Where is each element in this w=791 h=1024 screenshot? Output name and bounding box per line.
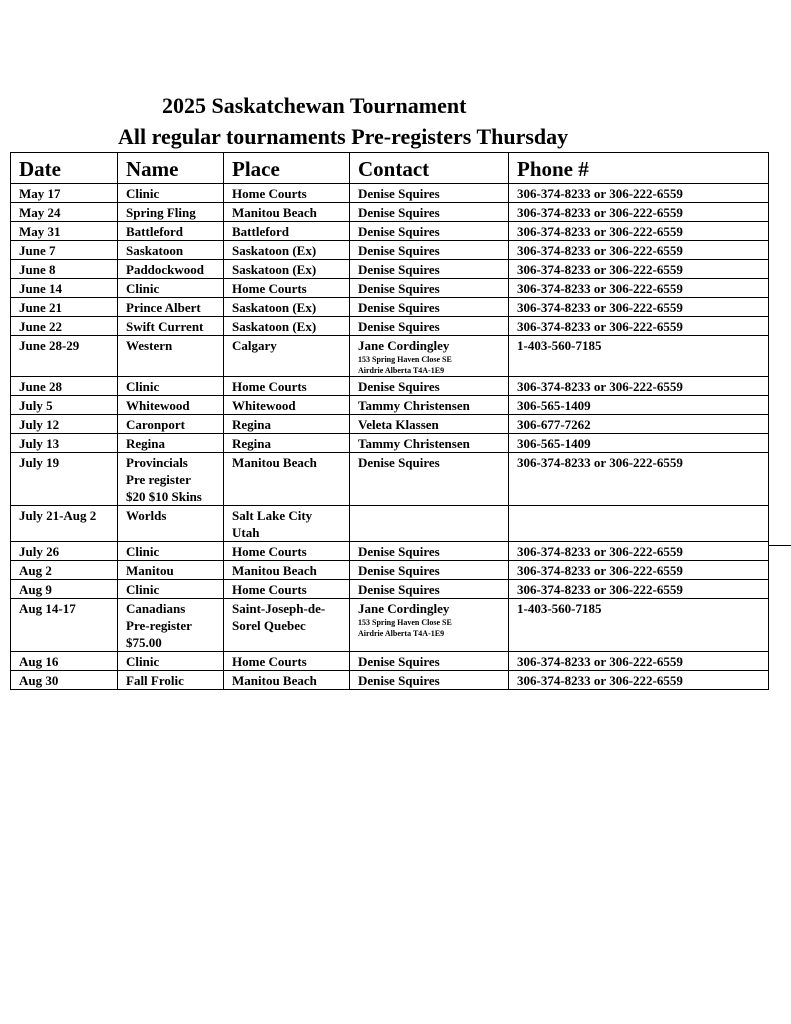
table-row: [11, 203, 769, 222]
cell-phone: 306-374-8233 or 306-222-6559: [509, 580, 769, 599]
cell-date: July 5: [11, 396, 118, 415]
table-row: [11, 377, 769, 396]
cell-contact: Denise Squires: [350, 260, 509, 279]
cell-phone: 306-374-8233 or 306-222-6559: [509, 561, 769, 580]
cell-phone: 306-374-8233 or 306-222-6559: [509, 453, 769, 506]
cell-name: Saskatoon: [118, 241, 224, 260]
cell-contact: [350, 336, 509, 377]
cell-name: Clinic: [118, 279, 224, 298]
header-contact: Contact: [350, 153, 509, 184]
cell-phone: 306-374-8233 or 306-222-6559: [509, 652, 769, 671]
cell-place: Home Courts: [224, 184, 350, 203]
header-date: Date: [11, 153, 118, 184]
table-row: [11, 260, 769, 279]
cell-phone: 1-403-560-7185: [509, 336, 769, 377]
cell-date: June 21: [11, 298, 118, 317]
tournament-schedule-table: [10, 152, 769, 690]
cell-place: Home Courts: [224, 580, 350, 599]
cell-name: Paddockwood: [118, 260, 224, 279]
cell-contact: Denise Squires: [350, 203, 509, 222]
table-row: [11, 506, 769, 542]
table-row: [11, 241, 769, 260]
cell-date: July 12: [11, 415, 118, 434]
cell-name: Worlds: [118, 506, 224, 542]
table-row: [11, 561, 769, 580]
table-row: [11, 580, 769, 599]
cell-date: July 21-Aug 2: [11, 506, 118, 542]
cell-date: May 24: [11, 203, 118, 222]
name-line: Pre register: [126, 472, 191, 487]
contact-address-street: 153 Spring Haven Close SE: [358, 618, 452, 627]
cell-contact: Tammy Christensen: [350, 396, 509, 415]
cell-date: June 8: [11, 260, 118, 279]
header-phone: Phone #: [509, 153, 769, 184]
page-title: 2025 Saskatchewan Tournament: [162, 93, 467, 118]
cell-place: Home Courts: [224, 652, 350, 671]
table-row: [11, 671, 769, 690]
cell-place: Battleford: [224, 222, 350, 241]
cell-place: Manitou Beach: [224, 671, 350, 690]
cell-phone: 306-374-8233 or 306-222-6559: [509, 241, 769, 260]
cell-contact: Denise Squires: [350, 184, 509, 203]
table-row: [11, 279, 769, 298]
cell-phone: 1-403-560-7185: [509, 599, 769, 652]
cell-place: Manitou Beach: [224, 203, 350, 222]
cell-contact: Denise Squires: [350, 298, 509, 317]
cell-name: Clinic: [118, 652, 224, 671]
cell-contact: Denise Squires: [350, 671, 509, 690]
cell-name: Clinic: [118, 184, 224, 203]
cell-place: Saskatoon (Ex): [224, 317, 350, 336]
place-line: Salt Lake City: [232, 508, 313, 523]
header-name: Name: [118, 153, 224, 184]
table-row: [11, 317, 769, 336]
cell-date: Aug 9: [11, 580, 118, 599]
cell-name: Spring Fling: [118, 203, 224, 222]
cell-date: June 28: [11, 377, 118, 396]
cell-phone: 306-374-8233 or 306-222-6559: [509, 222, 769, 241]
contact-address-city: Airdrie Alberta T4A-1E9: [358, 629, 445, 638]
cell-date: July 13: [11, 434, 118, 453]
cell-date: Aug 16: [11, 652, 118, 671]
cell-phone: 306-374-8233 or 306-222-6559: [509, 542, 769, 561]
table-row: [11, 222, 769, 241]
cell-place: Manitou Beach: [224, 561, 350, 580]
cell-contact: Denise Squires: [350, 317, 509, 336]
table-row: [11, 415, 769, 434]
contact-name: Jane Cordingley: [358, 601, 450, 616]
cell-name: Battleford: [118, 222, 224, 241]
cell-name: Clinic: [118, 542, 224, 561]
table-row: [11, 542, 769, 561]
table-row: [11, 599, 769, 652]
cell-name: Prince Albert: [118, 298, 224, 317]
cell-name: Whitewood: [118, 396, 224, 415]
cell-phone: 306-565-1409: [509, 396, 769, 415]
contact-address-street: 153 Spring Haven Close SE: [358, 355, 452, 364]
page-subtitle: All regular tournaments Pre-registers Thursday: [118, 124, 569, 149]
cell-place: Regina: [224, 434, 350, 453]
cell-name: Fall Frolic: [118, 671, 224, 690]
table-row: [11, 298, 769, 317]
name-line: Pre-register: [126, 618, 192, 633]
cell-place: Saskatoon (Ex): [224, 260, 350, 279]
cell-contact: Denise Squires: [350, 377, 509, 396]
cell-contact: Denise Squires: [350, 222, 509, 241]
place-line: Utah: [232, 525, 260, 540]
cell-contact: Denise Squires: [350, 241, 509, 260]
cell-place: [224, 599, 350, 652]
cell-contact: Tammy Christensen: [350, 434, 509, 453]
cell-phone: 306-677-7262: [509, 415, 769, 434]
table-row: [11, 336, 769, 377]
cell-phone: 306-374-8233 or 306-222-6559: [509, 671, 769, 690]
cell-date: June 7: [11, 241, 118, 260]
cell-name: Clinic: [118, 580, 224, 599]
cell-contact: [350, 599, 509, 652]
cell-phone: 306-374-8233 or 306-222-6559: [509, 317, 769, 336]
cell-name: Western: [118, 336, 224, 377]
cell-date: July 26: [11, 542, 118, 561]
cell-phone: 306-374-8233 or 306-222-6559: [509, 260, 769, 279]
cell-name: [118, 599, 224, 652]
cell-phone: 306-565-1409: [509, 434, 769, 453]
header-place: Place: [224, 153, 350, 184]
place-line: Saint-Joseph-de-: [232, 601, 326, 616]
cell-date: Aug 30: [11, 671, 118, 690]
cell-phone: 306-374-8233 or 306-222-6559: [509, 203, 769, 222]
place-line: Sorel Quebec: [232, 618, 306, 633]
table-row: [11, 652, 769, 671]
name-line: $75.00: [126, 635, 162, 650]
table-row: [11, 184, 769, 203]
cell-phone: 306-374-8233 or 306-222-6559: [509, 184, 769, 203]
cell-place: Regina: [224, 415, 350, 434]
cell-name: Swift Current: [118, 317, 224, 336]
name-line: $20 $10 Skins: [126, 489, 202, 504]
contact-name: Jane Cordingley: [358, 338, 450, 353]
cell-place: Calgary: [224, 336, 350, 377]
cell-place: Saskatoon (Ex): [224, 241, 350, 260]
cell-contact: Denise Squires: [350, 279, 509, 298]
cell-date: May 17: [11, 184, 118, 203]
name-line: Provincials: [126, 455, 188, 470]
cell-name: Manitou: [118, 561, 224, 580]
cell-name: Regina: [118, 434, 224, 453]
cell-contact: Denise Squires: [350, 561, 509, 580]
cell-place: Manitou Beach: [224, 453, 350, 506]
cell-place: Home Courts: [224, 377, 350, 396]
divider-line: [768, 545, 791, 546]
table-row: [11, 434, 769, 453]
cell-place: Home Courts: [224, 279, 350, 298]
cell-phone: 306-374-8233 or 306-222-6559: [509, 377, 769, 396]
cell-date: June 14: [11, 279, 118, 298]
cell-contact: Veleta Klassen: [350, 415, 509, 434]
cell-name: Clinic: [118, 377, 224, 396]
cell-name: Caronport: [118, 415, 224, 434]
cell-phone: 306-374-8233 or 306-222-6559: [509, 298, 769, 317]
cell-contact: Denise Squires: [350, 580, 509, 599]
cell-date: June 28-29: [11, 336, 118, 377]
cell-contact: Denise Squires: [350, 652, 509, 671]
cell-place: Home Courts: [224, 542, 350, 561]
name-line: Canadians: [126, 601, 186, 616]
cell-contact: [350, 506, 509, 542]
cell-place: Saskatoon (Ex): [224, 298, 350, 317]
cell-contact: Denise Squires: [350, 542, 509, 561]
cell-place: Whitewood: [224, 396, 350, 415]
header-row: [11, 153, 769, 184]
cell-phone: 306-374-8233 or 306-222-6559: [509, 279, 769, 298]
cell-date: June 22: [11, 317, 118, 336]
cell-date: July 19: [11, 453, 118, 506]
cell-contact: Denise Squires: [350, 453, 509, 506]
cell-date: Aug 14-17: [11, 599, 118, 652]
cell-date: Aug 2: [11, 561, 118, 580]
table-row: [11, 453, 769, 506]
contact-address-city: Airdrie Alberta T4A-1E9: [358, 366, 445, 375]
table-row: [11, 396, 769, 415]
cell-name: [118, 453, 224, 506]
cell-place: [224, 506, 350, 542]
cell-phone: [509, 506, 769, 542]
cell-date: May 31: [11, 222, 118, 241]
